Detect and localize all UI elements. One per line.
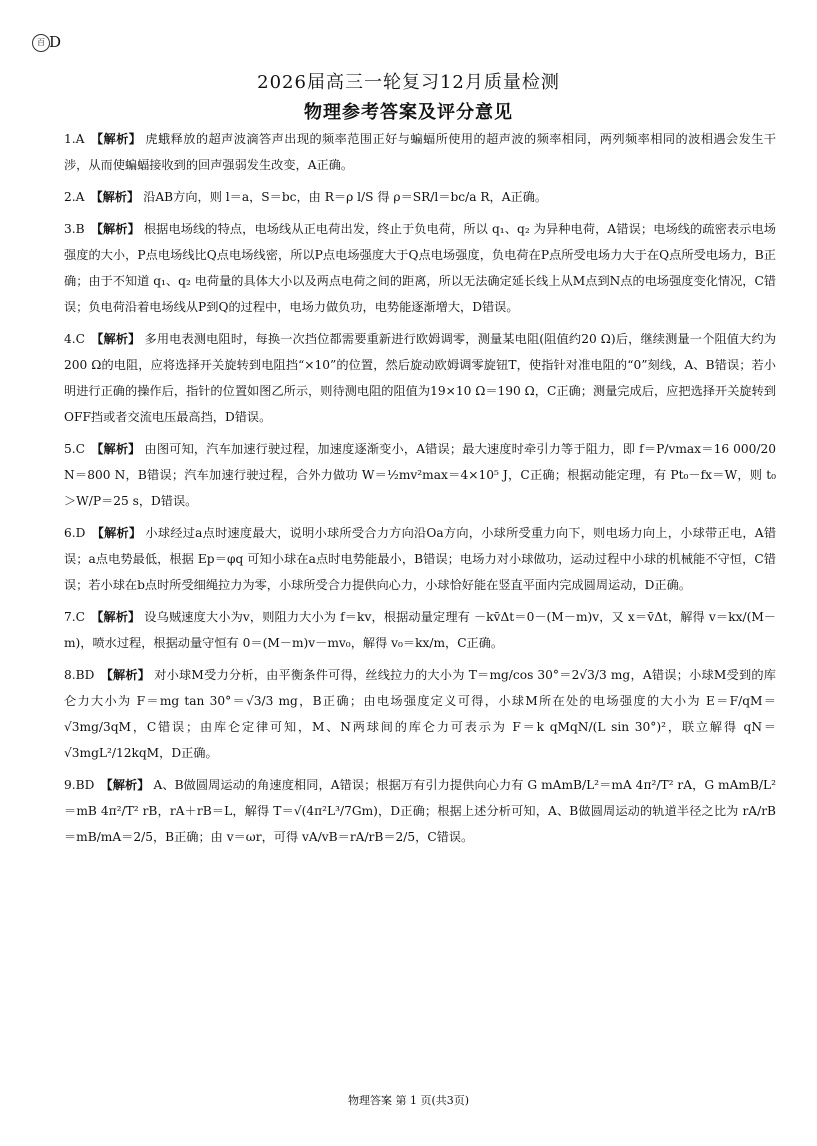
answer-text: 根据电场线的特点，电场线从正电荷出发，终止于负电荷，所以 q₁、q₂ 为异种电荷，A错误；电场线的疏密表示电场强度的大小，P点电场线比Q点电场线密，所以P点电场强度大于Q点电场强度，负电荷在P点所受电场力大于在Q点所受电场力，B正确；由于不知道 q₁、q₂ 电荷量的具体大小以及两点电荷之间的距离，所以无法确定延长线上从M点到N点的电场强度变化情况，C错误；负电荷沿着电场线从P到Q的过程中，电场力做负功，电势能逐渐增大，D错误。 xyxy=(64,222,776,314)
answer-text: 小球经过a点时速度最大，说明小球所受合力方向沿Oa方向，小球所受重力向下，则电场力向上，小球带正电，A错误；a点电势最低，根据 Ep＝φq 可知小球在a点时电势能最小，B错误；电场力对小球做功，运动过程中小球的机械能不守恒，C错误；若小球在b点时所受细绳拉力为零，小球所受合力提供向心力，小球恰好能在竖直平面内完成圆周运动，D正确。 xyxy=(64,526,777,592)
answer-tag: 【解析】 xyxy=(90,132,142,146)
answer-tag: 【解析】 xyxy=(90,442,141,456)
answer-number: 1.A xyxy=(64,132,85,146)
page-footer: 物理答案 第 1 页(共3页) xyxy=(347,1094,470,1107)
answer-number: 8.BD xyxy=(64,668,95,682)
answer-text: 由图可知，汽车加速行驶过程，加速度逐渐变小，A错误；最大速度时牵引力等于阻力，即 f＝P/vmax＝16 000/20 N＝800 N，B错误；汽车加速行驶过程，合外力做功 W＝½mv²max＝4×10⁵ J，C正确；根据动能定理，有 Pt₀－fx＝W，则 t₀＞W/P＝25 s，D错误。 xyxy=(64,442,776,508)
answer-text: 沿AB方向，则 l＝a，S＝bc，由 R＝ρ l/S 得 ρ＝SR/l＝bc/a R，A正确。 xyxy=(143,190,548,204)
logo-text: 百 xyxy=(37,38,45,47)
answer-number: 6.D xyxy=(64,526,86,540)
logo-icon xyxy=(32,34,50,52)
answer-text: 对小球M受力分析，由平衡条件可得，丝线拉力的大小为 T＝mg/cos 30°＝2√3/3 mg，A错误；小球M受到的库仑力大小为 F＝mg tan 30°＝√3/3 mg，B正确；由电场强度定义可得，小球M所在处的电场强度的大小为 E＝F/qM＝√3mg/3qM，C错误；由库仑定律可知，M、N两球间的库仑力可表示为 F＝k qMqN/(L sin 30°)²，联立解得 qN＝√3mgL²/12kqM，D正确。 xyxy=(64,668,776,760)
answer-text: 多用电表测电阻时，每换一次挡位都需要重新进行欧姆调零，测量某电阻(阻值约20 Ω)后，继续测量一个阻值大约为200 Ω的电阻，应将选择开关旋转到电阻挡“×10”的位置，然后旋动欧姆调零旋钮T，使指针对准电阻的“0”刻线，A、B错误；若小明进行正确的操作后，指针的位置如图乙所示，则待测电阻的阻值为19×10 Ω＝190 Ω，C正确；测量完成后，应把选择开关旋转到OFF挡或者交流电压最高挡，D错误。 xyxy=(64,332,777,424)
answer-number: 2.A xyxy=(64,190,85,204)
answer-item-1 xyxy=(64,126,776,178)
answer-tag: 【解析】 xyxy=(90,190,140,204)
answer-item-8 xyxy=(64,662,776,766)
answer-number: 7.C xyxy=(64,610,85,624)
answer-item-3 xyxy=(64,216,776,320)
answer-text: A、B做圆周运动的角速度相同，A错误；根据万有引力提供向心力有 G mAmB/L²＝mA 4π²/T² rA，G mAmB/L²＝mB 4π²/T² rB，rA＋rB＝L，解得 T＝√(4π²L³/7Gm)，D正确；根据上述分析可知，A、B做圆周运动的轨道半径之比为 rA/rB＝mB/mA＝2/5，B正确；由 v＝ωr，可得 vA/vB＝rA/rB＝2/5，C错误。 xyxy=(64,778,776,844)
answer-tag: 【解析】 xyxy=(100,668,151,682)
answer-number: 9.BD xyxy=(64,778,95,792)
answer-item-2 xyxy=(64,184,776,210)
answer-number: 4.C xyxy=(64,332,85,346)
answer-item-9 xyxy=(64,772,776,850)
answer-number: 3.B xyxy=(64,222,85,236)
answer-tag: 【解析】 xyxy=(91,526,142,540)
answer-text: 设乌贼速度大小为v，则阻力大小为 f＝kv，根据动量定理有 －kv̄Δt＝0－(M－m)v，又 x＝v̄Δt，解得 v＝kx/(M－m)，喷水过程，根据动量守恒有 0＝(M－m)v－mv₀，解得 v₀＝kx/m，C正确。 xyxy=(64,610,776,650)
answer-tag: 【解析】 xyxy=(100,778,150,792)
answer-tag: 【解析】 xyxy=(90,332,141,346)
answer-text: 虎蛾释放的超声波滴答声出现的频率范围正好与蝙蝠所使用的超声波的频率相同，两列频率相同的波相遇会发生干涉，从而使蝙蝠接收到的回声强弱发生改变，A正确。 xyxy=(64,132,777,172)
logo-suffix: D xyxy=(49,33,62,51)
answer-item-5 xyxy=(64,436,776,514)
answer-item-6 xyxy=(64,520,776,598)
page-title: 2026届高三一轮复习12月质量检测 xyxy=(257,72,560,93)
answer-item-7 xyxy=(64,604,776,656)
answer-tag: 【解析】 xyxy=(90,610,141,624)
answer-list xyxy=(64,126,776,856)
page-subtitle: 物理参考答案及评分意见 xyxy=(304,102,513,123)
answer-number: 5.C xyxy=(64,442,85,456)
answer-item-4 xyxy=(64,326,776,430)
answer-tag: 【解析】 xyxy=(90,222,140,236)
